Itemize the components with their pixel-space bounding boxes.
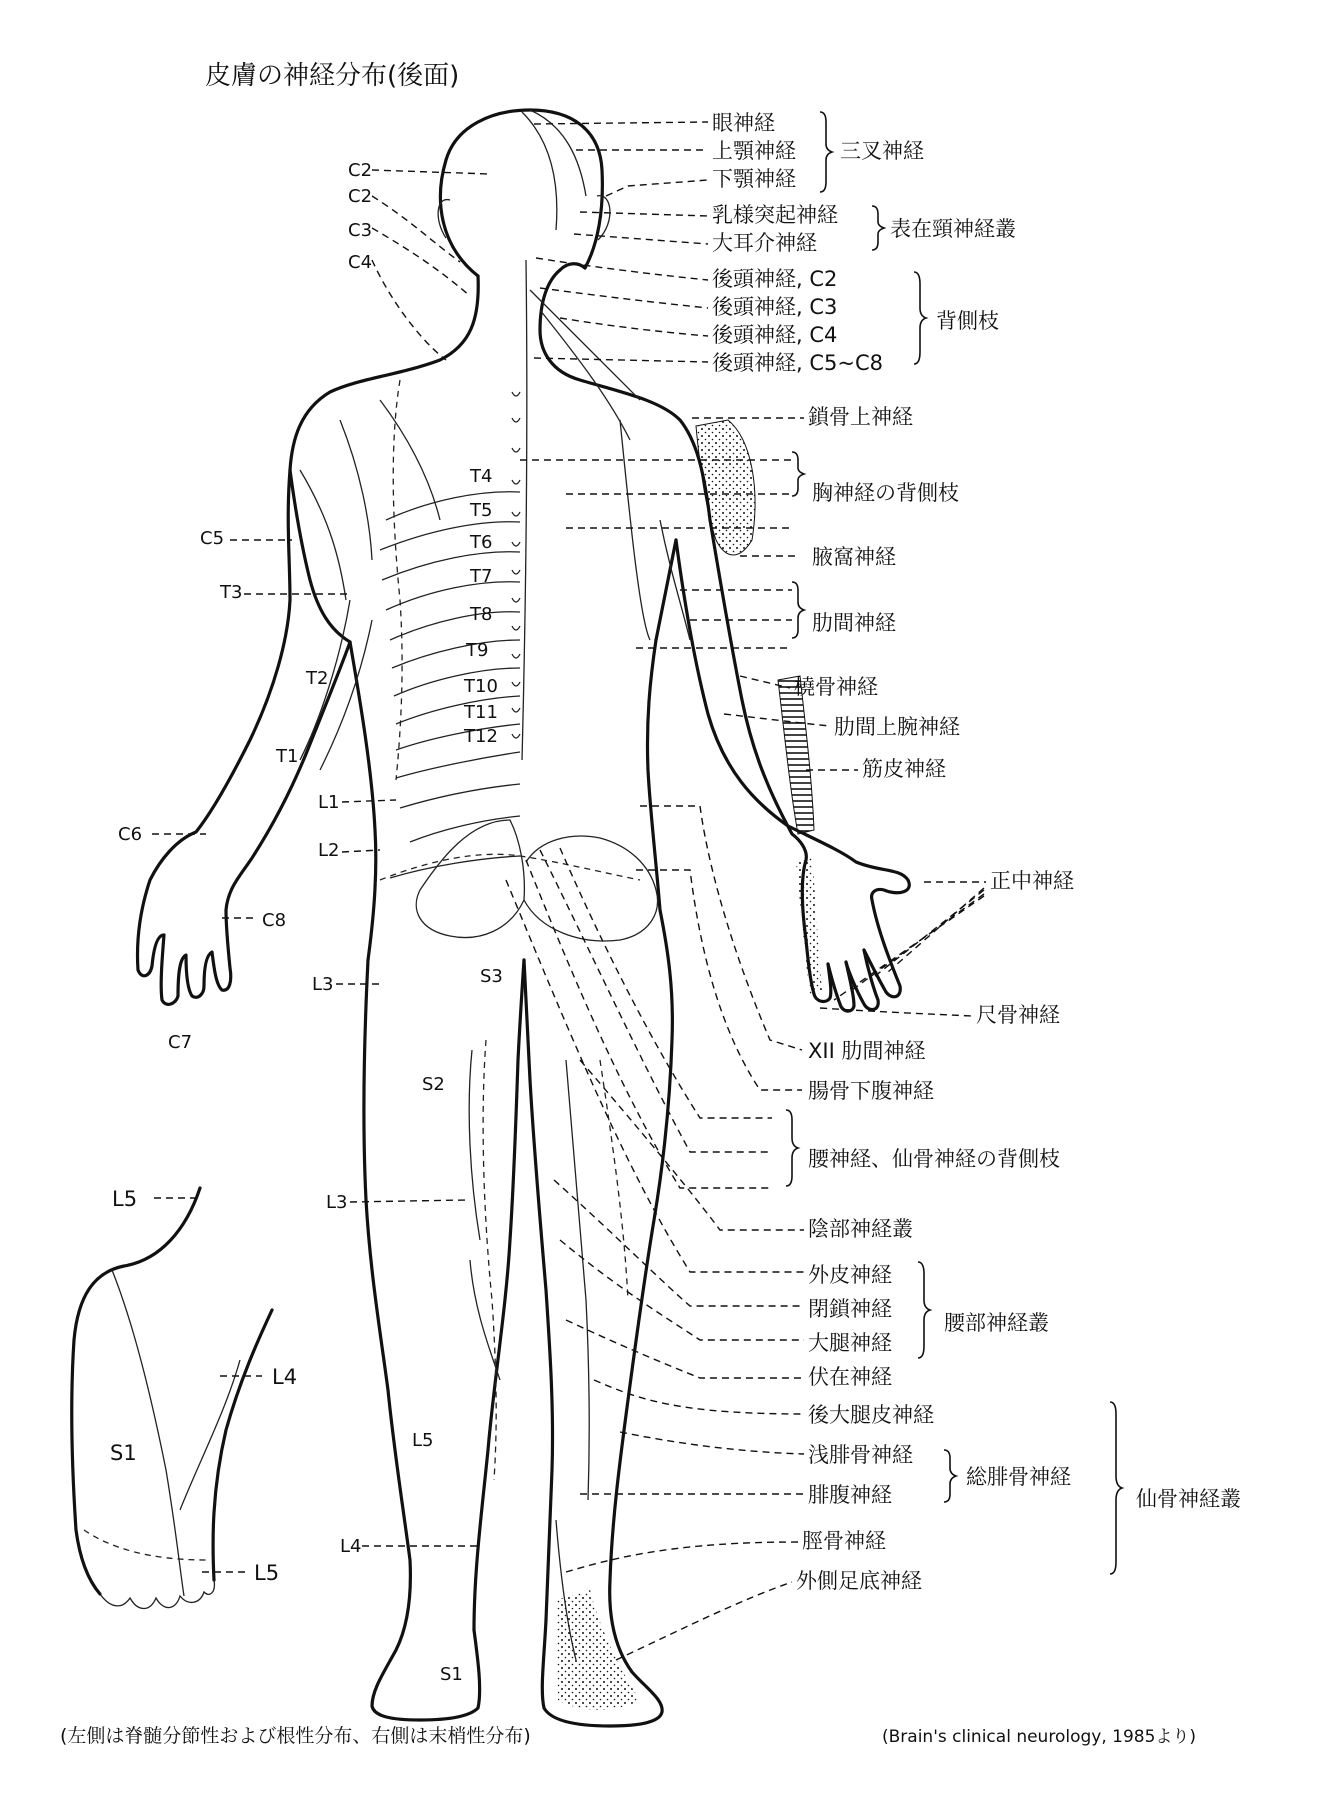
seg-c7: C7 (168, 1032, 193, 1053)
label-intercostal: 肋間神経 (812, 611, 896, 635)
lateral-plantar-area (556, 1590, 640, 1710)
label-lateral-plantar: 外側足底神経 (796, 1569, 922, 1593)
seg-t3: T3 (220, 582, 243, 603)
label-intercostobrachial: 肋間上腕神経 (834, 715, 960, 739)
label-sacral-plexus: 仙骨神経叢 (1136, 1487, 1241, 1511)
label-occipital-c3: 後頭神経, C3 (712, 295, 838, 319)
foot-inset (72, 1187, 297, 1609)
label-occipital-c2: 後頭神経, C2 (712, 267, 838, 291)
seg-c2-a: C2 (348, 160, 373, 181)
label-thoracic-dorsal: 胸神経の背側枝 (812, 481, 959, 505)
footer-note-left: (左側は脊髄分節性および根性分布、右側は末梢性分布) (60, 1725, 531, 1747)
seg-s3: S3 (480, 966, 503, 987)
label-pudendal: 陰部神経叢 (808, 1217, 913, 1241)
label-supraclavicular: 鎖骨上神経 (808, 405, 913, 429)
seg-c2-b: C2 (348, 186, 373, 207)
label-occipital-c5: 後頭神経, C5~C8 (712, 351, 883, 375)
foot-label-l5-top: L5 (112, 1187, 138, 1211)
label-ulnar: 尺骨神経 (976, 1003, 1060, 1027)
axillary-area (696, 420, 755, 555)
seg-t7: T7 (470, 566, 493, 587)
foot-label-s1: S1 (110, 1441, 137, 1465)
seg-l4: L4 (340, 1536, 362, 1557)
footer-source: (Brain's clinical neurology, 1985より) (882, 1727, 1197, 1747)
label-maxillary-nerve: 上顎神経 (712, 139, 796, 163)
label-great-auricular: 大耳介神経 (712, 231, 817, 255)
label-trigeminal: 三叉神経 (840, 139, 924, 163)
seg-t10: T10 (464, 676, 498, 697)
label-mastoid-nerve: 乳様突起神経 (712, 203, 838, 227)
seg-l3: L3 (312, 974, 334, 995)
label-posterior-femoral-cutaneous: 後大腿皮神経 (808, 1403, 934, 1427)
seg-l2: L2 (318, 840, 340, 861)
seg-t9: T9 (466, 640, 489, 661)
label-musculocutaneous: 筋皮神経 (862, 757, 946, 781)
seg-t11: T11 (464, 702, 498, 723)
seg-t5: T5 (470, 500, 493, 521)
seg-t1: T1 (276, 746, 299, 767)
diagram-title: 皮膚の神経分布(後面) (205, 61, 460, 91)
seg-t2: T2 (306, 668, 329, 689)
seg-s2: S2 (422, 1074, 445, 1095)
seg-l1: L1 (318, 792, 340, 813)
foot-label-l4: L4 (272, 1365, 298, 1389)
ulnar-hand-area (796, 858, 822, 994)
label-axillary: 腋窩神経 (812, 545, 896, 569)
nerve-labels (712, 111, 1241, 1593)
seg-c4: C4 (348, 252, 373, 273)
seg-t12: T12 (464, 726, 498, 747)
seg-l3-lower: L3 (326, 1192, 348, 1213)
seg-t8: T8 (470, 604, 493, 625)
label-obturator: 閉鎖神経 (808, 1297, 892, 1321)
foot-label-l5-bottom: L5 (254, 1561, 280, 1585)
vertebrae-marks (512, 392, 520, 738)
segment-labels (118, 160, 503, 1685)
seg-s1: S1 (440, 1664, 463, 1685)
label-dorsal-branches: 背側枝 (936, 309, 999, 333)
seg-l5: L5 (412, 1430, 434, 1451)
label-sural: 腓腹神経 (808, 1483, 892, 1507)
label-superficial-cervical: 表在頸神経叢 (890, 217, 1016, 241)
musculocutaneous-area (778, 676, 814, 834)
seg-c8: C8 (262, 910, 287, 931)
label-xii-intercostal: XII 肋間神経 (808, 1039, 926, 1063)
label-lumbar-sacral-dorsal: 腰神経、仙骨神経の背側枝 (808, 1147, 1060, 1171)
label-iliohypogastric: 腸骨下腹神経 (808, 1079, 934, 1103)
seg-c6: C6 (118, 824, 143, 845)
label-superficial-peroneal: 浅腓骨神経 (808, 1443, 913, 1467)
seg-c3: C3 (348, 220, 373, 241)
label-occipital-c4: 後頭神経, C4 (712, 323, 838, 347)
label-eye-nerve: 眼神経 (712, 111, 775, 135)
seg-t4: T4 (470, 466, 493, 487)
label-tibial: 脛骨神経 (802, 1529, 886, 1553)
label-median: 正中神経 (990, 869, 1074, 893)
label-common-peroneal: 総腓骨神経 (966, 1465, 1071, 1489)
label-femoral: 大腿神経 (808, 1331, 892, 1355)
seg-c5: C5 (200, 528, 225, 549)
label-lumbar-plexus: 腰部神経叢 (944, 1311, 1049, 1335)
seg-t6: T6 (470, 532, 493, 553)
label-saphenous: 伏在神経 (808, 1365, 892, 1389)
label-lateral-cutaneous: 外皮神経 (808, 1263, 892, 1287)
label-mandibular-nerve: 下顎神経 (712, 167, 796, 191)
label-radial: 橈骨神経 (794, 675, 878, 699)
